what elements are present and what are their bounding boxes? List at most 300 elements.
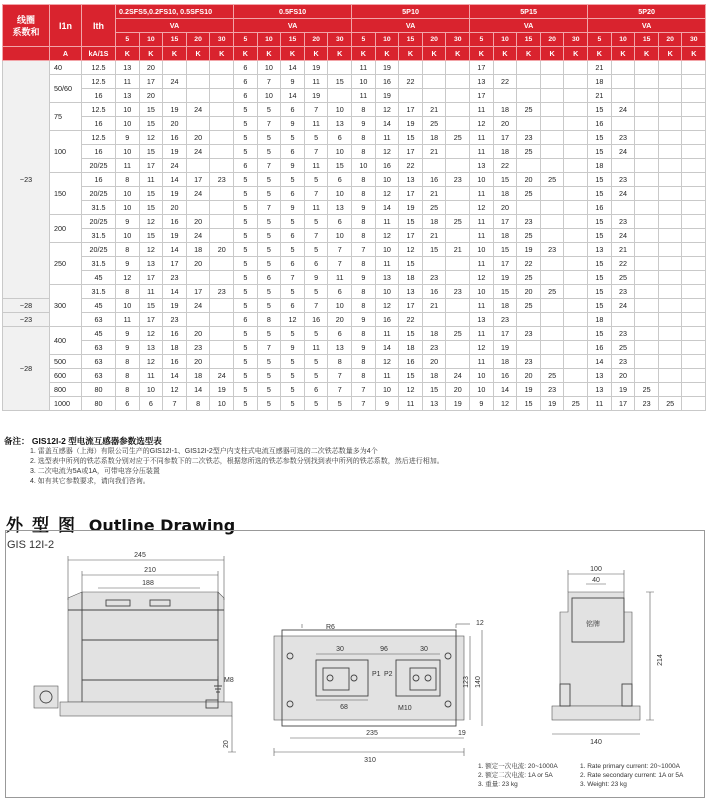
k-cell: 10 bbox=[375, 285, 399, 299]
ith-cell: 16 bbox=[82, 89, 116, 103]
k-cell: 10 bbox=[470, 173, 494, 187]
k-cell: 8 bbox=[352, 327, 376, 341]
header-unit-k: K bbox=[399, 47, 423, 61]
k-cell: 23 bbox=[163, 313, 187, 327]
k-cell: 5 bbox=[257, 173, 281, 187]
legend-cn-1: 1. 额定一次电流: 20~1000A bbox=[478, 763, 558, 770]
ith-cell: 16 bbox=[82, 117, 116, 131]
k-cell: 13 bbox=[116, 89, 140, 103]
k-cell: 18 bbox=[186, 243, 210, 257]
k-cell: 18 bbox=[422, 327, 446, 341]
header-unit-k: K bbox=[304, 47, 328, 61]
i1n-cell: 75 bbox=[50, 103, 82, 131]
k-cell: 17 bbox=[493, 215, 517, 229]
k-cell: 25 bbox=[540, 285, 564, 299]
k-cell: 6 bbox=[234, 89, 258, 103]
k-cell: 12 bbox=[375, 355, 399, 369]
k-cell: 20 bbox=[163, 201, 187, 215]
header-unit-k: K bbox=[375, 47, 399, 61]
k-cell: 10 bbox=[328, 299, 352, 313]
k-cell: 11 bbox=[470, 103, 494, 117]
k-cell: 5 bbox=[304, 327, 328, 341]
k-cell: 25 bbox=[446, 131, 470, 145]
k-cell: 8 bbox=[116, 285, 140, 299]
k-cell: 17 bbox=[139, 75, 163, 89]
k-cell: 16 bbox=[588, 117, 612, 131]
k-cell: 11 bbox=[139, 369, 163, 383]
header-unit-k: K bbox=[234, 47, 258, 61]
dim-30-left: 30 bbox=[336, 646, 344, 653]
k-cell: 21 bbox=[588, 89, 612, 103]
k-cell: 9 bbox=[281, 341, 305, 355]
k-cell: 9 bbox=[352, 117, 376, 131]
k-cell: 13 bbox=[399, 285, 423, 299]
k-cell: 20 bbox=[186, 257, 210, 271]
k-cell: 11 bbox=[304, 201, 328, 215]
k-cell: 16 bbox=[493, 369, 517, 383]
note-item-2: 2. 选型表中所列的铁芯系数分别对应于不同参数下的二次铁芯，根据您所选的铁芯参数分别找到表中所列的铁芯系数，然后进行相加。 bbox=[30, 458, 444, 465]
dim-210: 210 bbox=[144, 567, 156, 574]
k-cell: 16 bbox=[375, 75, 399, 89]
k-cell: 13 bbox=[470, 75, 494, 89]
k-cell: 15 bbox=[588, 187, 612, 201]
k-cell: 12 bbox=[139, 215, 163, 229]
k-cell: 14 bbox=[163, 285, 187, 299]
k-cell: 16 bbox=[304, 313, 328, 327]
header-group-3: 5P15 bbox=[470, 5, 588, 19]
k-cell: 17 bbox=[493, 131, 517, 145]
k-cell: 5 bbox=[257, 257, 281, 271]
header-va-value: 15 bbox=[281, 33, 305, 47]
k-cell: 23 bbox=[210, 173, 234, 187]
k-cell: 8 bbox=[352, 145, 376, 159]
header-va-value: 5 bbox=[234, 33, 258, 47]
section-title-cn: 外型图 bbox=[6, 516, 84, 535]
k-cell: 20 bbox=[186, 327, 210, 341]
k-cell: 9 bbox=[352, 271, 376, 285]
header-unit-k: K bbox=[446, 47, 470, 61]
dim-214: 214 bbox=[657, 654, 664, 666]
k-cell: 25 bbox=[658, 397, 682, 411]
k-cell: 12 bbox=[470, 117, 494, 131]
k-cell: 12 bbox=[375, 145, 399, 159]
dim-96: 96 bbox=[380, 646, 388, 653]
k-cell: 11 bbox=[470, 215, 494, 229]
k-cell: 16 bbox=[399, 355, 423, 369]
k-cell: 10 bbox=[116, 103, 140, 117]
header-va-value: 20 bbox=[304, 33, 328, 47]
i1n-cell: 50/60 bbox=[50, 75, 82, 103]
k-cell: 23 bbox=[611, 215, 635, 229]
k-cell: 8 bbox=[116, 383, 140, 397]
k-cell: 12 bbox=[281, 313, 305, 327]
k-cell: 9 bbox=[352, 341, 376, 355]
k-cell: 24 bbox=[186, 299, 210, 313]
k-cell: 13 bbox=[588, 369, 612, 383]
k-cell: 17 bbox=[399, 299, 423, 313]
k-cell: 20 bbox=[611, 369, 635, 383]
k-cell: 16 bbox=[163, 131, 187, 145]
k-cell: 5 bbox=[234, 341, 258, 355]
k-cell: 9 bbox=[375, 397, 399, 411]
k-cell: 5 bbox=[257, 327, 281, 341]
k-cell: 12 bbox=[139, 355, 163, 369]
label-r6: R6 bbox=[326, 624, 335, 631]
k-cell: 19 bbox=[399, 201, 423, 215]
k-cell: 7 bbox=[257, 75, 281, 89]
header-group-2: 5P10 bbox=[352, 5, 470, 19]
k-cell: 17 bbox=[399, 145, 423, 159]
k-cell: 11 bbox=[470, 299, 494, 313]
k-cell: 5 bbox=[328, 397, 352, 411]
k-cell: 12 bbox=[470, 341, 494, 355]
dim-68: 68 bbox=[340, 704, 348, 711]
k-cell: 13 bbox=[139, 257, 163, 271]
k-cell: 18 bbox=[493, 145, 517, 159]
k-cell: 25 bbox=[517, 145, 541, 159]
legend-cn bbox=[478, 762, 558, 789]
dim-19: 19 bbox=[458, 730, 466, 737]
k-cell: 8 bbox=[116, 355, 140, 369]
k-cell: 11 bbox=[470, 327, 494, 341]
k-cell: 5 bbox=[257, 397, 281, 411]
header-va-value: 10 bbox=[257, 33, 281, 47]
dim-30-right: 30 bbox=[420, 646, 428, 653]
k-cell: 6 bbox=[281, 257, 305, 271]
header-va-value: 15 bbox=[399, 33, 423, 47]
k-cell: 11 bbox=[375, 215, 399, 229]
k-cell: 25 bbox=[517, 271, 541, 285]
k-cell: 5 bbox=[304, 285, 328, 299]
k-cell: 5 bbox=[234, 229, 258, 243]
k-cell: 17 bbox=[399, 103, 423, 117]
k-cell: 10 bbox=[328, 103, 352, 117]
k-cell: 11 bbox=[375, 131, 399, 145]
k-cell: 20 bbox=[446, 383, 470, 397]
k-cell: 9 bbox=[281, 159, 305, 173]
k-cell: 15 bbox=[328, 75, 352, 89]
k-cell: 15 bbox=[139, 117, 163, 131]
top-view bbox=[274, 620, 484, 764]
header-va-value: 5 bbox=[352, 33, 376, 47]
legend-en-2: 2. Rate secondary current: 1A or 5A bbox=[580, 772, 684, 779]
ith-cell: 45 bbox=[82, 327, 116, 341]
k-cell: 15 bbox=[328, 159, 352, 173]
k-cell: 11 bbox=[470, 145, 494, 159]
k-cell: 11 bbox=[116, 313, 140, 327]
k-cell: 20 bbox=[422, 355, 446, 369]
k-cell: 16 bbox=[375, 159, 399, 173]
k-cell: 11 bbox=[375, 327, 399, 341]
k-cell: 20 bbox=[517, 369, 541, 383]
k-cell: 21 bbox=[422, 103, 446, 117]
k-cell: 6 bbox=[304, 257, 328, 271]
k-cell: 17 bbox=[186, 285, 210, 299]
header-va-2: VA bbox=[352, 19, 470, 33]
header-unit-k: K bbox=[210, 47, 234, 61]
i1n-cell: 500 bbox=[50, 355, 82, 369]
k-cell: 15 bbox=[399, 215, 423, 229]
k-cell: 7 bbox=[281, 271, 305, 285]
header-va-value: 5 bbox=[588, 33, 612, 47]
k-cell: 10 bbox=[116, 201, 140, 215]
k-cell: 18 bbox=[399, 341, 423, 355]
k-cell: 5 bbox=[234, 173, 258, 187]
k-cell: 17 bbox=[139, 159, 163, 173]
k-cell: 7 bbox=[328, 243, 352, 257]
k-cell: 18 bbox=[422, 215, 446, 229]
ith-cell: 20/25 bbox=[82, 187, 116, 201]
k-cell: 19 bbox=[493, 271, 517, 285]
ith-cell: 31.5 bbox=[82, 257, 116, 271]
label-m8: M8 bbox=[224, 677, 234, 684]
k-cell: 24 bbox=[446, 369, 470, 383]
k-cell: 5 bbox=[234, 103, 258, 117]
k-cell: 15 bbox=[139, 229, 163, 243]
k-cell: 5 bbox=[234, 271, 258, 285]
k-cell: 22 bbox=[517, 257, 541, 271]
k-cell: 15 bbox=[588, 173, 612, 187]
dim-100: 100 bbox=[590, 566, 602, 573]
k-cell: 20 bbox=[493, 117, 517, 131]
k-cell: 22 bbox=[399, 159, 423, 173]
k-cell: 5 bbox=[281, 215, 305, 229]
k-cell: 14 bbox=[493, 383, 517, 397]
k-cell: 20 bbox=[186, 131, 210, 145]
header-unit-k: K bbox=[163, 47, 187, 61]
k-cell: 18 bbox=[493, 355, 517, 369]
i1n-cell: 400 bbox=[50, 327, 82, 355]
k-cell: 23 bbox=[446, 285, 470, 299]
header-unit-k: K bbox=[611, 47, 635, 61]
label-p1: P1 bbox=[372, 671, 381, 678]
k-cell: 15 bbox=[139, 201, 163, 215]
k-cell: 8 bbox=[352, 131, 376, 145]
k-cell: 8 bbox=[186, 397, 210, 411]
k-cell: 17 bbox=[470, 61, 494, 75]
k-cell: 9 bbox=[116, 341, 140, 355]
k-cell: 9 bbox=[116, 215, 140, 229]
k-cell: 6 bbox=[139, 397, 163, 411]
k-cell: 12 bbox=[139, 327, 163, 341]
k-cell: 6 bbox=[234, 75, 258, 89]
header-group-1: 0.5FS10 bbox=[234, 5, 352, 19]
k-cell: 5 bbox=[257, 285, 281, 299]
header-va-value: 10 bbox=[611, 33, 635, 47]
k-cell: 16 bbox=[588, 341, 612, 355]
k-cell: 7 bbox=[352, 383, 376, 397]
k-cell: 16 bbox=[163, 215, 187, 229]
model-label: GIS 12I-2 bbox=[7, 539, 55, 551]
k-cell: 8 bbox=[352, 257, 376, 271]
ith-cell: 12.5 bbox=[82, 131, 116, 145]
k-cell: 19 bbox=[210, 383, 234, 397]
k-cell: 25 bbox=[540, 173, 564, 187]
k-cell: 23 bbox=[611, 173, 635, 187]
k-cell: 21 bbox=[422, 145, 446, 159]
k-cell: 10 bbox=[257, 61, 281, 75]
k-cell: 15 bbox=[588, 145, 612, 159]
ith-cell: 63 bbox=[82, 355, 116, 369]
k-cell: 5 bbox=[257, 299, 281, 313]
k-cell: 6 bbox=[281, 103, 305, 117]
k-cell: 5 bbox=[234, 299, 258, 313]
header-va-value: 30 bbox=[564, 33, 588, 47]
k-cell: 15 bbox=[588, 215, 612, 229]
i1n-cell: 150 bbox=[50, 173, 82, 215]
k-cell: 10 bbox=[328, 229, 352, 243]
header-va-value: 20 bbox=[422, 33, 446, 47]
k-cell: 15 bbox=[588, 299, 612, 313]
k-cell: 14 bbox=[163, 369, 187, 383]
k-cell: 6 bbox=[281, 299, 305, 313]
k-cell: 19 bbox=[163, 145, 187, 159]
i1n-cell: 600 bbox=[50, 369, 82, 383]
k-cell: 8 bbox=[352, 103, 376, 117]
k-cell: 5 bbox=[281, 327, 305, 341]
k-cell: 17 bbox=[493, 257, 517, 271]
k-cell: 15 bbox=[139, 187, 163, 201]
k-cell: 8 bbox=[116, 243, 140, 257]
header-unit-k: K bbox=[186, 47, 210, 61]
k-cell: 10 bbox=[375, 173, 399, 187]
ith-cell: 20/25 bbox=[82, 243, 116, 257]
k-cell: 19 bbox=[163, 299, 187, 313]
k-cell: 10 bbox=[116, 145, 140, 159]
k-cell: 6 bbox=[234, 313, 258, 327]
k-cell: 6 bbox=[234, 159, 258, 173]
k-cell: 17 bbox=[493, 327, 517, 341]
k-cell: 23 bbox=[611, 285, 635, 299]
k-cell: 20 bbox=[139, 89, 163, 103]
k-cell: 8 bbox=[352, 369, 376, 383]
k-cell: 7 bbox=[304, 103, 328, 117]
k-cell: 15 bbox=[139, 299, 163, 313]
k-cell: 8 bbox=[116, 369, 140, 383]
k-cell: 7 bbox=[257, 341, 281, 355]
i1n-cell: 40 bbox=[50, 61, 82, 75]
k-cell: 12 bbox=[399, 243, 423, 257]
k-cell: 6 bbox=[281, 145, 305, 159]
k-cell: 12 bbox=[139, 243, 163, 257]
k-cell: 10 bbox=[210, 397, 234, 411]
header-unit-k: K bbox=[470, 47, 494, 61]
k-cell: 18 bbox=[588, 313, 612, 327]
k-cell: 6 bbox=[328, 131, 352, 145]
k-cell: 5 bbox=[234, 215, 258, 229]
k-cell: 23 bbox=[611, 327, 635, 341]
k-cell: 25 bbox=[540, 369, 564, 383]
k-cell: 14 bbox=[375, 117, 399, 131]
dim-235: 235 bbox=[366, 730, 378, 737]
header-va-value: 15 bbox=[163, 33, 187, 47]
ith-cell: 16 bbox=[82, 173, 116, 187]
k-cell: 5 bbox=[234, 383, 258, 397]
k-cell: 16 bbox=[422, 173, 446, 187]
k-cell: 15 bbox=[422, 383, 446, 397]
note-item-1: 1. 雷盖互感器（上海）有限公司生产的GIS12I-1、GIS12I-2型户内支柱式电流互感器可选的二次铁芯数量多为4个 bbox=[30, 448, 378, 455]
ith-cell: 12.5 bbox=[82, 103, 116, 117]
k-cell: 21 bbox=[446, 243, 470, 257]
k-cell: 10 bbox=[470, 285, 494, 299]
k-cell: 12 bbox=[375, 299, 399, 313]
k-cell: 18 bbox=[493, 229, 517, 243]
k-cell: 12 bbox=[399, 383, 423, 397]
ith-cell: 16 bbox=[82, 145, 116, 159]
i1n-cell: 300 bbox=[50, 285, 82, 327]
k-cell: 25 bbox=[422, 201, 446, 215]
k-cell: 19 bbox=[517, 383, 541, 397]
k-cell: 7 bbox=[304, 229, 328, 243]
k-cell: 16 bbox=[375, 313, 399, 327]
k-cell: 11 bbox=[139, 173, 163, 187]
dim-188: 188 bbox=[142, 580, 154, 587]
k-cell: 23 bbox=[210, 285, 234, 299]
header-va-value: 30 bbox=[446, 33, 470, 47]
k-cell: 21 bbox=[422, 229, 446, 243]
k-cell: 14 bbox=[375, 201, 399, 215]
k-cell: 23 bbox=[517, 215, 541, 229]
k-cell: 7 bbox=[257, 117, 281, 131]
k-cell: 15 bbox=[588, 103, 612, 117]
k-cell: 13 bbox=[375, 271, 399, 285]
k-cell: 5 bbox=[281, 243, 305, 257]
k-cell: 5 bbox=[304, 131, 328, 145]
k-cell: 7 bbox=[257, 159, 281, 173]
ith-cell: 45 bbox=[82, 299, 116, 313]
k-cell: 5 bbox=[257, 355, 281, 369]
header-group-4: 5P20 bbox=[588, 5, 706, 19]
k-cell: 11 bbox=[304, 159, 328, 173]
label-m10: M10 bbox=[398, 705, 412, 712]
k-cell: 13 bbox=[328, 201, 352, 215]
k-cell: 5 bbox=[304, 369, 328, 383]
k-cell: 18 bbox=[493, 187, 517, 201]
header-unit-a: A bbox=[50, 47, 82, 61]
header-unit-k: K bbox=[493, 47, 517, 61]
header-va-value: 30 bbox=[682, 33, 706, 47]
header-va-value: 15 bbox=[517, 33, 541, 47]
k-cell: 19 bbox=[375, 89, 399, 103]
k-cell: 25 bbox=[517, 187, 541, 201]
dim-310: 310 bbox=[364, 757, 376, 764]
k-cell: 11 bbox=[399, 397, 423, 411]
k-cell: 19 bbox=[493, 341, 517, 355]
i1n-cell: 200 bbox=[50, 215, 82, 243]
k-cell: 23 bbox=[517, 131, 541, 145]
k-cell: 15 bbox=[139, 145, 163, 159]
k-cell: 10 bbox=[352, 159, 376, 173]
k-cell: 15 bbox=[399, 369, 423, 383]
k-cell: 23 bbox=[611, 131, 635, 145]
k-cell: 12 bbox=[493, 397, 517, 411]
k-cell: 8 bbox=[352, 215, 376, 229]
header-va-value: 15 bbox=[635, 33, 659, 47]
header-va-value: 5 bbox=[116, 33, 140, 47]
k-cell: 18 bbox=[493, 103, 517, 117]
k-cell: 14 bbox=[186, 383, 210, 397]
k-cell: 9 bbox=[304, 271, 328, 285]
k-cell: 5 bbox=[257, 383, 281, 397]
k-cell: 11 bbox=[352, 89, 376, 103]
k-cell: 13 bbox=[470, 313, 494, 327]
header-va-value: 30 bbox=[328, 33, 352, 47]
k-cell: 5 bbox=[257, 187, 281, 201]
header-va-3: VA bbox=[470, 19, 588, 33]
k-cell: 11 bbox=[352, 61, 376, 75]
k-cell: 8 bbox=[352, 173, 376, 187]
notes-title: 备注： GIS12I-2 型电流互感器参数选型表 bbox=[4, 436, 162, 446]
